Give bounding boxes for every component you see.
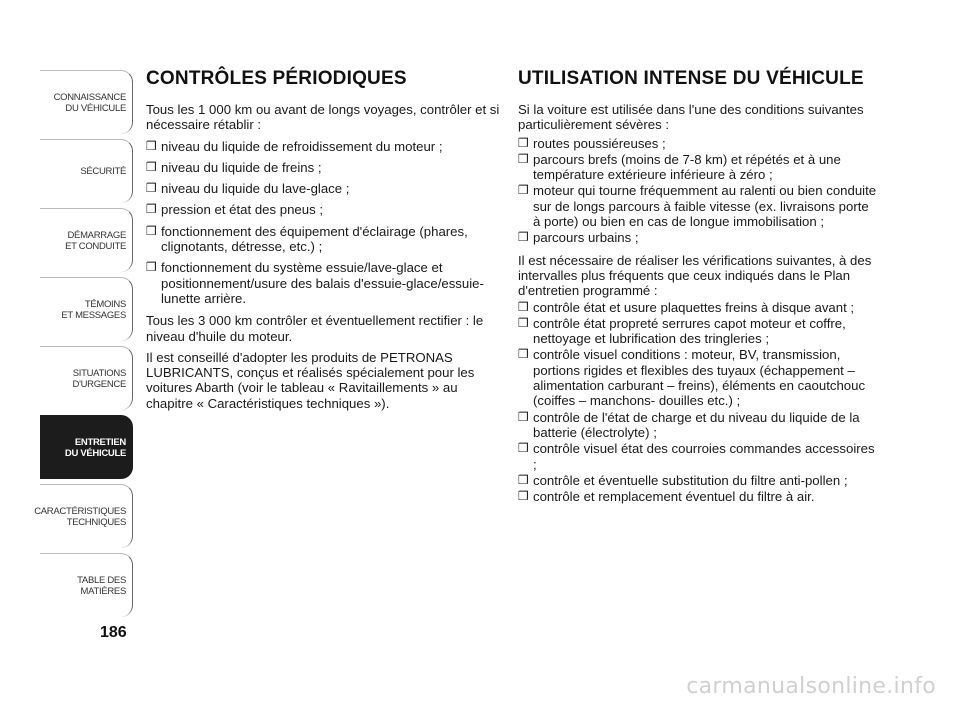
list-item <box>518 441 878 472</box>
tab-label: SITUATIONS D'URGENCE <box>72 367 126 390</box>
checkbox-icon: ❒ <box>518 299 529 314</box>
paragraph: Tous les 1 000 km ou avant de longs voyages, contrôler et si nécessaire rétablir : <box>146 102 500 133</box>
list-item <box>146 224 502 255</box>
tab-demarrage-et-conduite[interactable] <box>40 208 133 272</box>
tab-label: TABLE DES MATIÈRES <box>77 574 126 597</box>
tab-caracteristiques-techniques[interactable] <box>34 484 133 548</box>
list-item-text: pression et état des pneus ; <box>161 202 324 218</box>
tab-label: CONNAISSANCE DU VÉHICULE <box>53 91 126 114</box>
tab-temoins-et-messages[interactable] <box>40 277 133 341</box>
checkbox-icon: ❒ <box>518 151 529 166</box>
list-item-text: contrôle et éventuelle substitution du filtre anti-pollen ; <box>533 472 848 488</box>
list-item-text: contrôle et remplacement éventuel du filtre à air. <box>533 489 815 505</box>
checkbox-icon: ❒ <box>146 181 157 196</box>
tab-label: CARACTÉRISTIQUES TECHNIQUES <box>34 505 126 528</box>
tab-label: DÉMARRAGE ET CONDUITE <box>65 229 126 252</box>
paragraph: Il est nécessaire de réaliser les vérifications suivantes, à des intervalles plus fréquents que ceux indiqués dans le Plan d'entretien programmé : <box>518 252 872 299</box>
tab-table-des-matieres[interactable] <box>40 553 133 617</box>
right-column <box>518 68 878 511</box>
list-item-text: contrôle visuel état des courroies commandes accessoires ; <box>533 441 875 472</box>
paragraph: Il est conseillé d'adopter les produits de PETRONAS LUBRICANTS, conçus et réalisés spécialement pour les voitures Abarth (voir le tableau « Ravitaillements » au chapitre « Caractéristiques techniques »). <box>146 349 475 411</box>
list-item-text: parcours urbains ; <box>533 230 639 246</box>
list-item <box>146 181 502 196</box>
tab-situations-d-urgence[interactable] <box>40 346 133 410</box>
list-item-text: fonctionnement du système essuie/lave-glace et positionnement/usure des balais d'essuie-glace/essuie-lunette arrière. <box>161 260 484 306</box>
list-item <box>518 300 878 315</box>
checkbox-icon: ❒ <box>518 441 529 456</box>
checkbox-icon: ❒ <box>518 409 529 424</box>
list-item <box>146 160 502 175</box>
list-item <box>518 410 878 441</box>
checkbox-icon: ❒ <box>518 472 529 487</box>
left-column <box>146 68 502 417</box>
list-item <box>518 473 878 488</box>
list-item-text: moteur qui tourne fréquemment au ralenti ou bien conduite sur de longs parcours à faible vitesse (ex. livraisons porte à porte) ou bien en cas de longue immobilisation ; <box>533 183 877 230</box>
list-item <box>518 316 878 347</box>
list-item-text: niveau du liquide du lave-glace ; <box>161 181 350 197</box>
checkbox-icon: ❒ <box>518 347 529 362</box>
tab-securite[interactable] <box>40 139 133 203</box>
checklist <box>146 139 502 307</box>
tab-connaissance-du-vehicule[interactable] <box>40 70 133 134</box>
paragraph: Si la voiture est utilisée dans l'une des conditions suivantes particulièrement sévères : <box>518 102 864 133</box>
checkbox-icon: ❒ <box>146 223 157 238</box>
list-item-text: niveau du liquide de refroidissement du moteur ; <box>161 138 443 154</box>
tab-label: SÉCURITÉ <box>80 166 126 177</box>
tab-label: ENTRETIEN DU VÉHICULE <box>64 436 126 459</box>
checkbox-icon: ❒ <box>146 260 157 275</box>
list-item <box>146 139 502 154</box>
checkbox-icon: ❒ <box>518 183 529 198</box>
list-item-text: niveau du liquide de freins ; <box>161 159 322 175</box>
list-item-text: contrôle état propreté serrures capot moteur et coffre, nettoyage et lubrification des tringleries ; <box>533 315 846 347</box>
tab-entretien-du-vehicule[interactable] <box>40 415 133 479</box>
checkbox-icon: ❒ <box>518 230 529 245</box>
page-number: 186 <box>100 624 127 641</box>
checkbox-icon: ❒ <box>518 135 529 150</box>
list-item-text: routes poussiéreuses ; <box>533 135 666 151</box>
list-item <box>518 183 878 229</box>
checks-list <box>518 300 878 505</box>
list-item <box>518 230 878 245</box>
conditions-list <box>518 136 878 246</box>
checkbox-icon: ❒ <box>518 489 529 504</box>
list-item-text: contrôle état et usure plaquettes freins à disque avant ; <box>533 299 855 315</box>
list-item <box>518 136 878 151</box>
list-item <box>518 489 878 504</box>
list-item <box>146 260 502 306</box>
list-item-text: parcours brefs (moins de 7-8 km) et répétés et à une température extérieure inférieure à zéro ; <box>533 151 841 183</box>
list-item-text: contrôle visuel conditions : moteur, BV, transmission, portions rigides et flexibles des tuyaux (échappement – alimentation carburant – freins), éléments en caoutchouc (coiffes – manchons- douilles etc.) ; <box>533 347 866 409</box>
checkbox-icon: ❒ <box>518 315 529 330</box>
paragraph: Tous les 3 000 km contrôler et éventuellement rectifier : le niveau d'huile du moteur. <box>146 313 484 344</box>
list-item <box>518 152 878 183</box>
section-title-utilisation-intense: UTILISATION INTENSE DU VÉHICULE <box>518 68 864 89</box>
list-item <box>518 347 878 408</box>
list-item-text: contrôle de l'état de charge et du niveau du liquide de la batterie (électrolyte) ; <box>533 409 860 440</box>
checkbox-icon: ❒ <box>146 138 157 153</box>
chapter-tabs <box>34 70 133 622</box>
tab-label: TÉMOINS ET MESSAGES <box>61 298 126 321</box>
checkbox-icon: ❒ <box>146 202 157 217</box>
section-title-controles-periodiques: CONTRÔLES PÉRIODIQUES <box>146 68 407 89</box>
list-item <box>146 202 502 217</box>
checkbox-icon: ❒ <box>146 159 157 174</box>
watermark: carmanualsonline.info <box>686 674 936 699</box>
list-item-text: fonctionnement des équipement d'éclairage (phares, clignotants, détresse, etc.) ; <box>161 223 468 255</box>
